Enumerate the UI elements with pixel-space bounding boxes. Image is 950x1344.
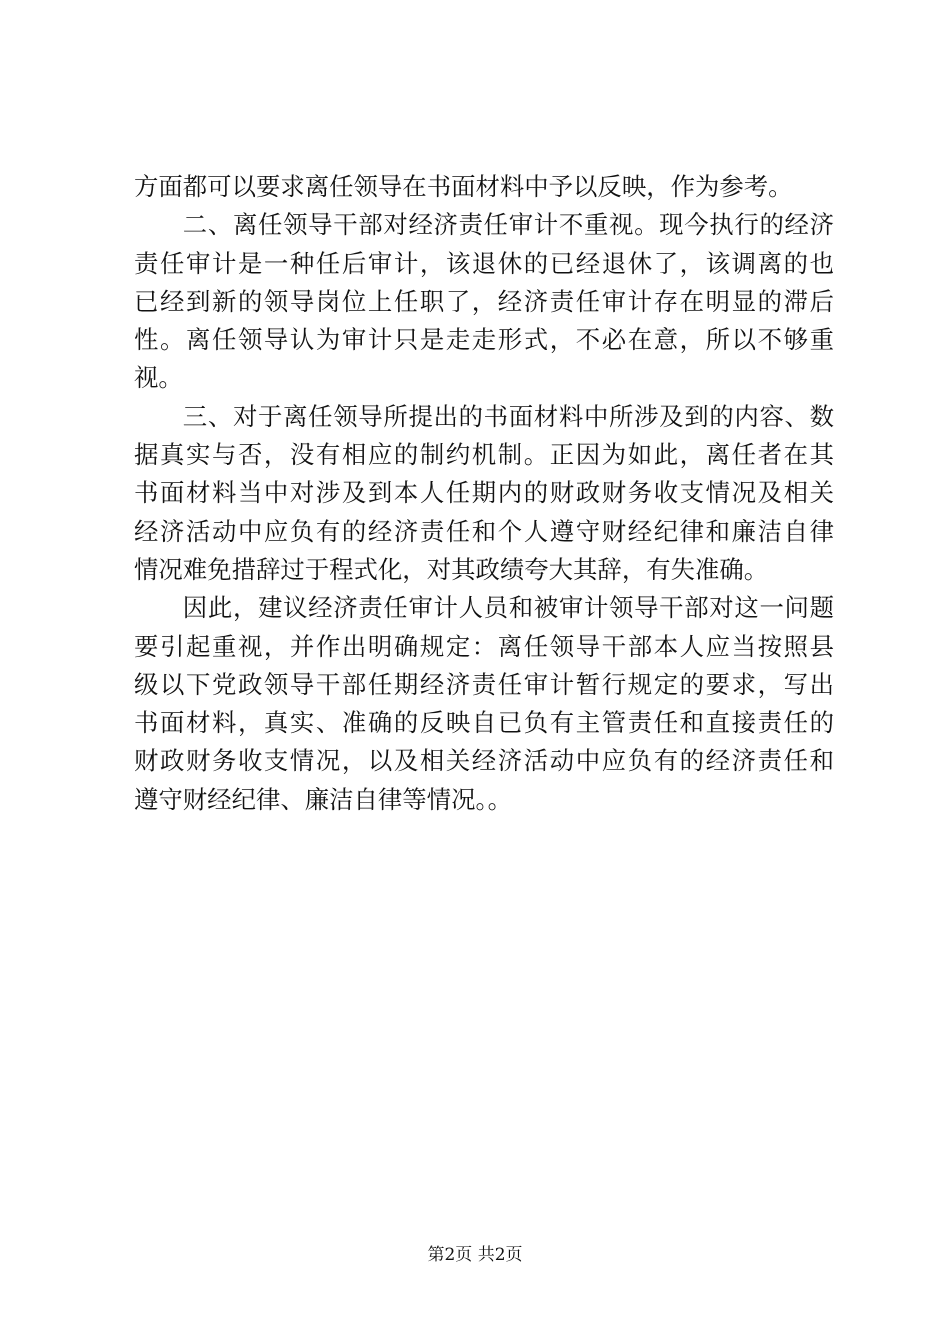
text-line-8: 据真实与否，没有相应的制约机制。正因为如此，离任者在其 [134,440,834,470]
text-line-10: 经济活动中应负有的经济责任和个人遵守财经纪律和廉洁自律 [134,516,834,546]
body-text [134,168,834,819]
text-line-5: 性。离任领导认为审计只是走走形式，不必在意，所以不够重 [134,325,834,355]
text-line-7: 三、对于离任领导所提出的书面材料中所涉及到的内容、数 [182,401,834,431]
text-line-3: 责任审计是一种任后审计，该退休的已经退休了，该调离的也 [134,248,834,278]
text-line-4: 已经到新的领导岗位上任职了，经济责任审计存在明显的滞后 [134,286,834,316]
page-number-footer: 第2页 共2页 [427,1245,523,1265]
text-line-6: 视。 [134,363,183,393]
text-line-11: 情况难免措辞过于程式化，对其政绩夸大其辞，有失准确。 [134,554,769,584]
text-line-15: 书面材料，真实、准确的反映自已负有主管责任和直接责任的 [134,708,834,738]
text-line-2: 二、离任领导干部对经济责任审计不重视。现今执行的经济 [182,210,834,240]
text-line-17: 遵守财经纪律、廉洁自律等情况。。 [134,784,513,814]
text-line-12: 因此，建议经济责任审计人员和被审计领导干部对这一问题 [182,593,834,623]
text-line-13: 要引起重视，并作出明确规定：离任领导干部本人应当按照县 [134,631,834,661]
text-line-1: 方面都可以要求离任领导在书面材料中予以反映，作为参考。 [134,172,793,201]
text-line-14: 级以下党政领导干部任期经济责任审计暂行规定的要求，写出 [134,669,834,699]
text-line-16: 财政财务收支情况，以及相关经济活动中应负有的经济责任和 [134,746,834,776]
text-line-9: 书面材料当中对涉及到本人任期内的财政财务收支情况及相关 [134,478,834,508]
